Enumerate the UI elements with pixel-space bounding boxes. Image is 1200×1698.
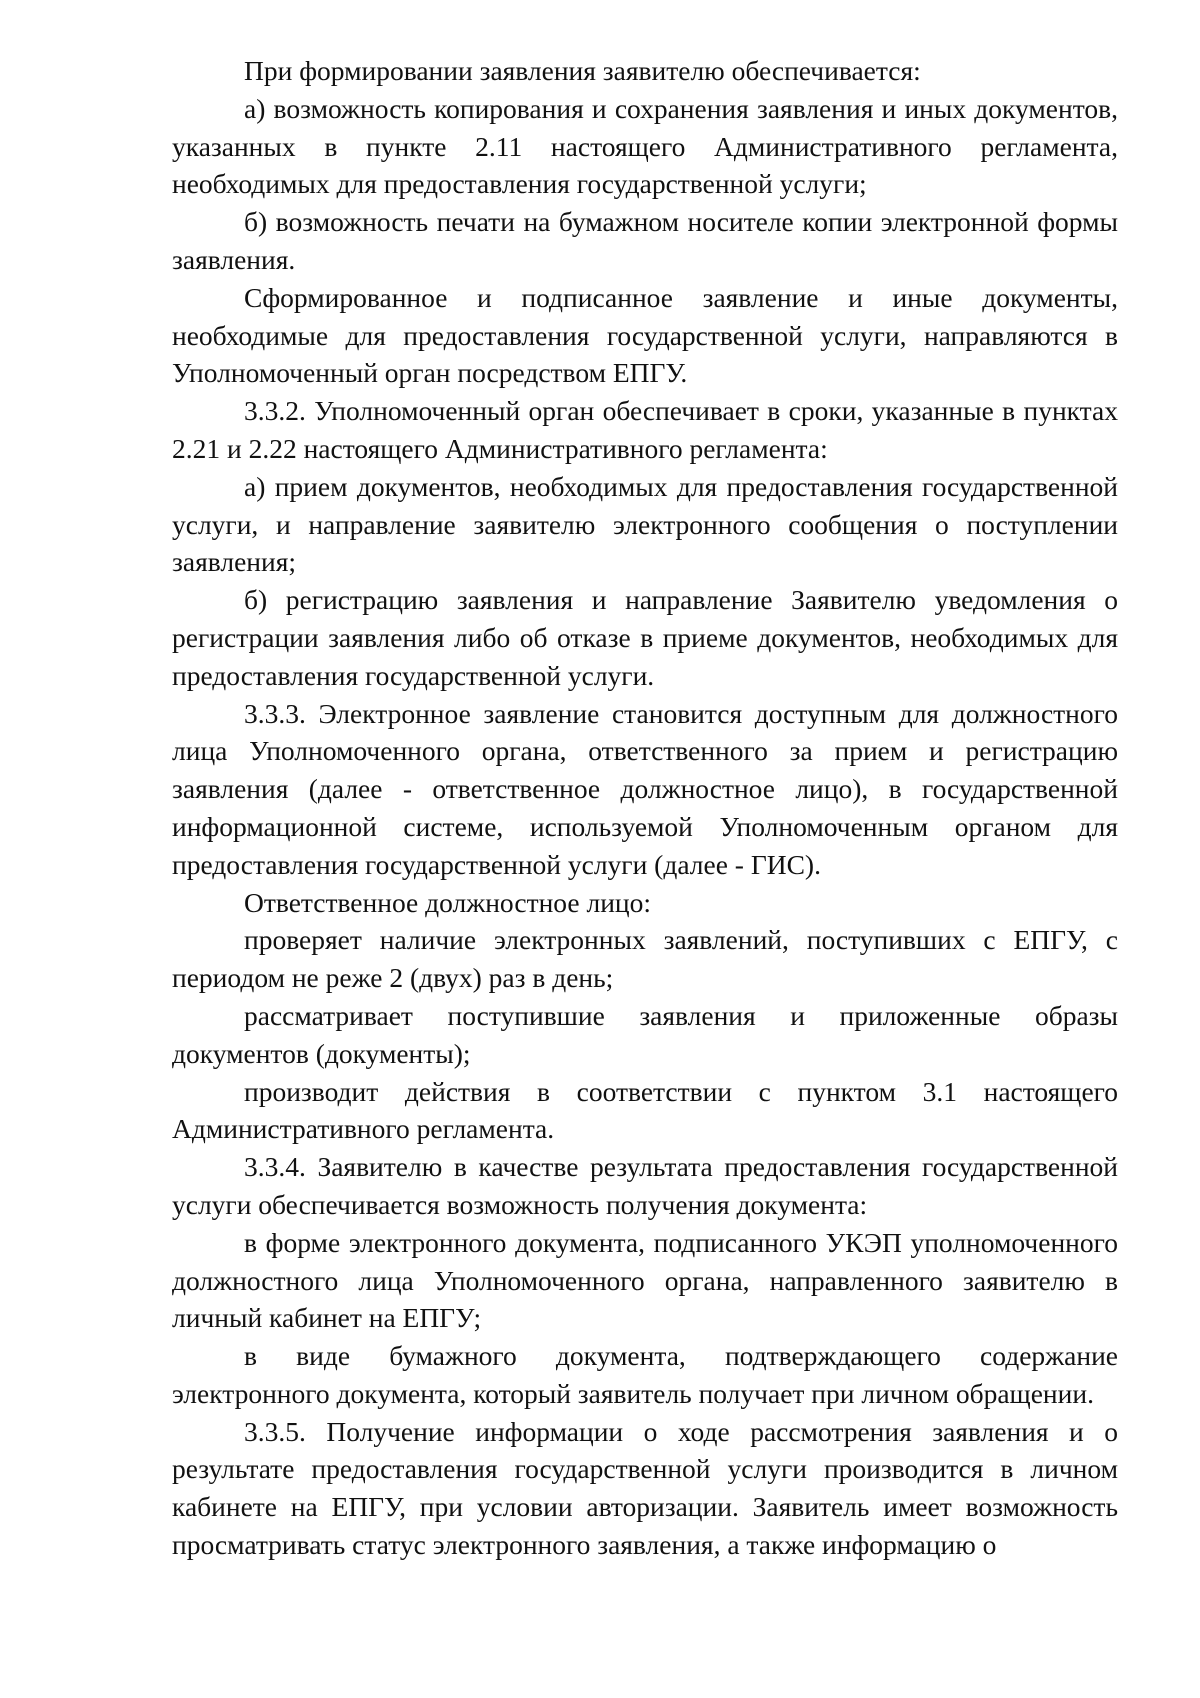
paragraph-3-3-3: 3.3.3. Электронное заявление становится доступным для должностного лица Уполномоченного органа, ответственного за прием и регистрацию заявления (далее - ответственное должностное лицо), в государственной информационной системе, используемой Уполномоченным органом для предоставления государственной услуги (далее - ГИС).	[172, 697, 1118, 880]
paragraph-responsible-official: Ответственное должностное лицо:	[244, 886, 652, 918]
paragraph-electronic-document: в форме электронного документа, подписанного УКЭП уполномоченного должностного лица Уполномоченного органа, направленного заявителю в личный кабинет на ЕПГУ;	[172, 1226, 1118, 1334]
paragraph-3-3-4: 3.3.4. Заявителю в качестве результата предоставления государственной услуги обеспечивается возможность получения документа:	[172, 1151, 1118, 1220]
paragraph-item-b-printing: б) возможность печати на бумажном носителе копии электронной формы заявления.	[172, 206, 1118, 275]
paragraph-signed-application: Сформированное и подписанное заявление и иные документы, необходимые для предоставления государственной услуги, направляются в Уполномоченный орган посредством ЕПГУ.	[172, 281, 1118, 389]
paragraph-3-3-2-item-a: а) прием документов, необходимых для предоставления государственной услуги, и направление заявителю электронного сообщения о поступлении заявления;	[172, 470, 1118, 578]
paragraph-3-3-2: 3.3.2. Уполномоченный орган обеспечивает в сроки, указанные в пунктах 2.21 и 2.22 настоящего Административного регламента:	[172, 395, 1118, 464]
paragraph-3-3-5: 3.3.5. Получение информации о ходе рассмотрения заявления и о результате предоставления государственной услуги производится в личном кабинете на ЕПГУ, при условии авторизации. Заявитель имеет возможность просматривать статус электронного заявления, а также информацию о	[172, 1415, 1118, 1561]
paragraph-forming-application: При формировании заявления заявителю обеспечивается:	[244, 55, 921, 86]
paragraph-3-3-2-item-b: б) регистрацию заявления и направление Заявителю уведомления о регистрации заявления либо об отказе в приеме документов, необходимых для предоставления государственной услуги.	[172, 584, 1118, 691]
paragraph-paper-document: в виде бумажного документа, подтверждающего содержание электронного документа, который заявитель получает при личном обращении.	[172, 1340, 1118, 1409]
paragraph-checks-applications: проверяет наличие электронных заявлений, поступивших с ЕПГУ, с периодом не реже 2 (двух) раз в день;	[172, 924, 1118, 994]
document-page	[172, 52, 1118, 1564]
paragraph-item-a-copying: а) возможность копирования и сохранения заявления и иных документов, указанных в пункте 2.11 настоящего Административного регламента, необходимых для предоставления государственной услуги;	[172, 92, 1118, 200]
paragraph-reviews-applications: рассматривает поступившие заявления и приложенные образы документов (документы);	[172, 999, 1118, 1069]
paragraph-performs-actions: производит действия в соответствии с пунктом 3.1 настоящего Административного регламента.	[172, 1075, 1118, 1145]
